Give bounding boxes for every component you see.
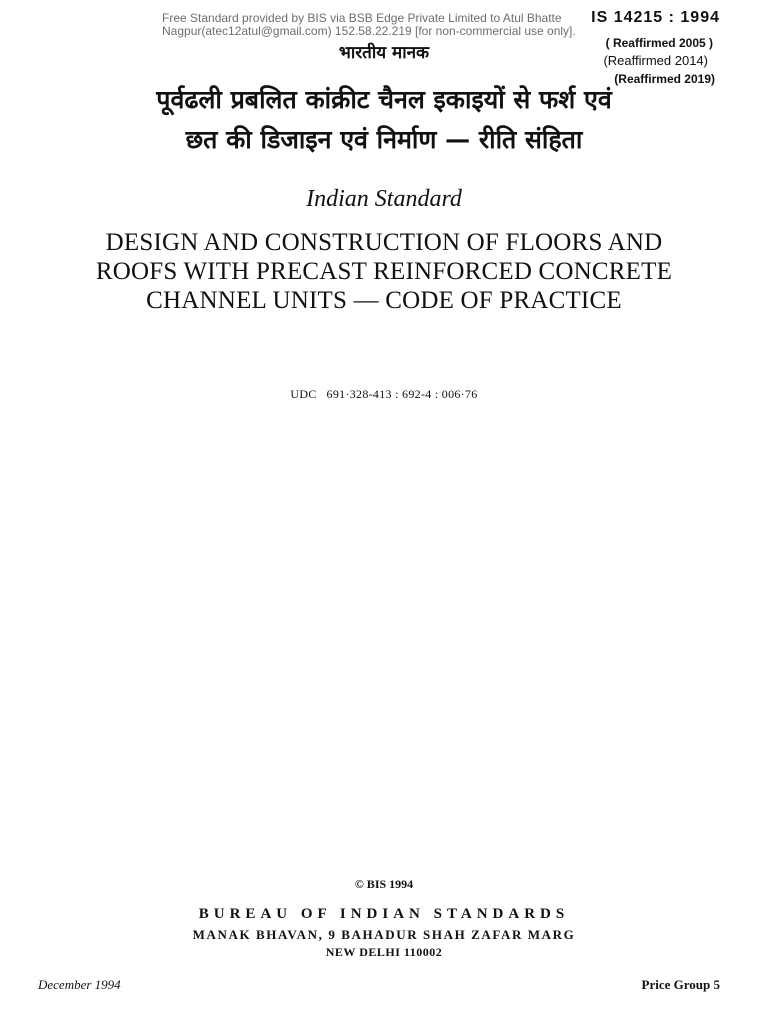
reaffirmed-2014: (Reaffirmed 2014) <box>603 53 708 68</box>
watermark-notice <box>162 12 582 38</box>
publisher-address: MANAK BHAVAN, 9 BAHADUR SHAH ZAFAR MARG <box>192 927 576 942</box>
publisher-name: BUREAU OF INDIAN STANDARDS <box>198 906 570 922</box>
english-title <box>20 228 748 315</box>
english-title-line-2: ROOFS WITH PRECAST REINFORCED CONCRETE <box>95 258 673 285</box>
reaffirmed-2019: (Reaffirmed 2019) <box>614 72 715 86</box>
publisher-city: NEW DELHI 110002 <box>325 945 443 959</box>
watermark-line-1: Free Standard provided by BIS via BSB Edge Private Limited to Atul Bhatte <box>162 11 562 25</box>
price-group: Price Group 5 <box>641 977 720 992</box>
reaffirmed-2005: ( Reaffirmed 2005 ) <box>605 36 713 50</box>
english-title-line-1: DESIGN AND CONSTRUCTION OF FLOORS AND <box>105 229 663 256</box>
hindi-title <box>40 80 728 160</box>
hindi-standard-label: भारतीय मानक <box>338 43 430 63</box>
english-title-line-3: CHANNEL UNITS — CODE OF PRACTICE <box>146 287 622 314</box>
publication-date: December 1994 <box>38 977 121 992</box>
hindi-title-line-1: पूर्वढली प्रबलित कांक्रीट चैनल इकाइयों से फर्श एवं <box>156 85 612 114</box>
standard-number: IS 14215 : 1994 <box>591 9 720 26</box>
udc-classification: UDC 691·328-413 : 692-4 : 006·76 <box>290 387 478 401</box>
hindi-title-line-2: छत की डिजाइन एवं निर्माण — रीति संहिता <box>185 125 583 154</box>
copyright-notice: © BIS 1994 <box>354 877 414 891</box>
watermark-line-2: Nagpur(atec12atul@gmail.com) 152.58.22.219 [for non-commercial use only]. <box>162 24 576 38</box>
english-standard-label: Indian Standard <box>306 186 462 212</box>
